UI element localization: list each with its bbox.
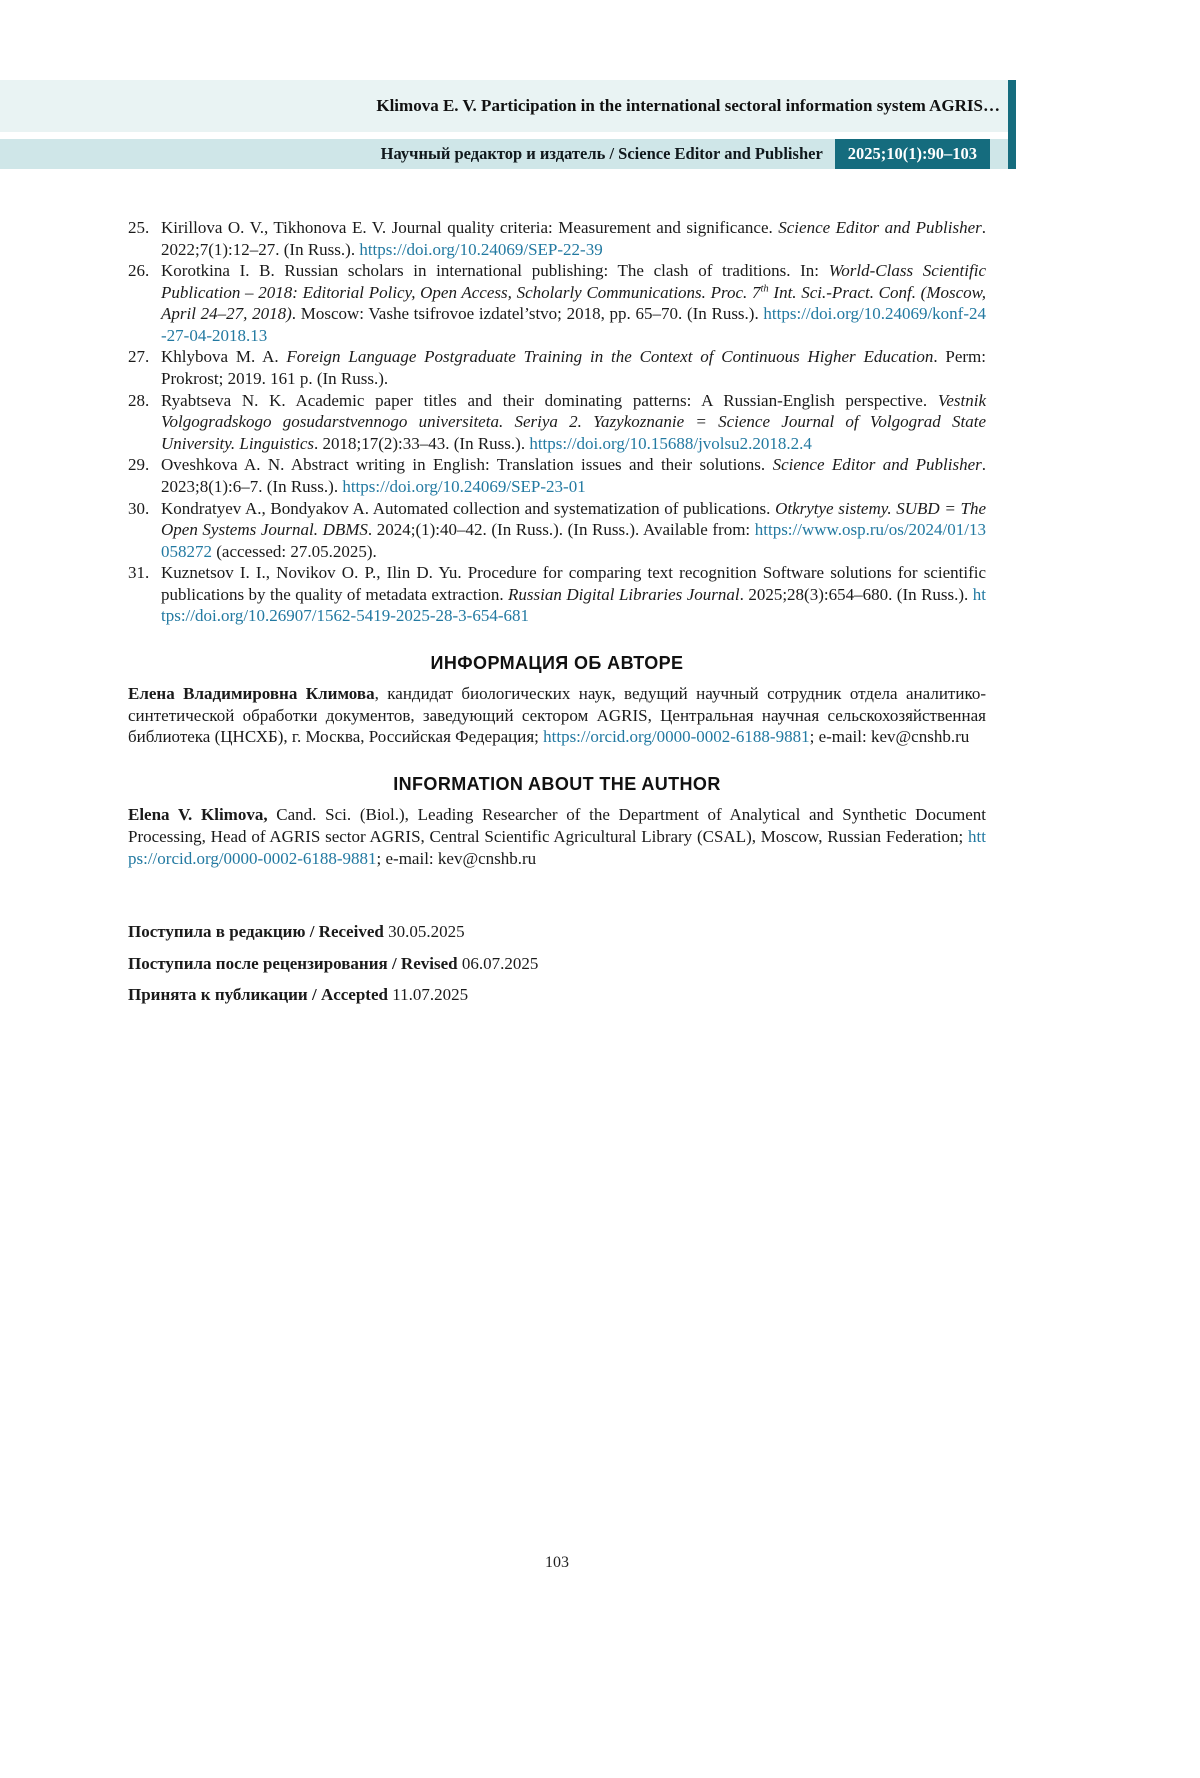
text-segment: Foreign Language Postgraduate Training in the Context of Continuous Higher Education — [286, 347, 934, 367]
text-segment: Kirillova O. V., Tikhonova E. V. Journal quality criteria: Measurement and significance. — [161, 218, 779, 237]
reference-item — [128, 346, 986, 389]
reference-list — [128, 217, 986, 627]
date-revised — [128, 953, 986, 975]
link[interactable]: https://www.osp.ru/os/2024/01/13058272 — [161, 520, 986, 561]
reference-item — [128, 562, 986, 627]
text-segment: Vestnik Volgogradskogo gosudarstvennogo universiteta. Seriya 2. Yazykoznanie = Science Journal of Volgograd State University. Linguistics — [161, 390, 986, 453]
reference-number: 27. — [128, 347, 150, 367]
text-segment: Поступила после рецензирования / Revised — [128, 953, 458, 973]
text-segment: . Moscow: Vashe tsifrovoe izdatel’stvo; 2018, pp. 65–70. (In Russ.). — [291, 304, 764, 324]
text-segment: Поступила в редакцию / Received — [128, 922, 384, 942]
text-segment: . 2025;28(3):654–680. (In Russ.). — [739, 584, 973, 604]
text-segment: World-Class Scientific Publication – 2018: Editorial Policy, Open Access, Scholarly Communications. Proc. 7 — [161, 261, 986, 302]
issue-badge: 2025;10(1):90–103 — [835, 139, 990, 169]
text-segment: . 2023;8(1):6–7. (In Russ.). — [161, 455, 986, 496]
link[interactable]: https://doi.org/10.24069/SEP-22-39 — [359, 239, 603, 259]
text-segment: Ryabtseva N. K. Academic paper titles and their dominating patterns: A Russian-English perspective. — [161, 390, 938, 410]
reference-number: 30. — [128, 498, 150, 518]
text-segment: Science Editor and Publisher — [778, 218, 982, 237]
text-segment: Oveshkova A. N. Abstract writing in English: Translation issues and their solutions. — [161, 455, 773, 475]
author-info-en — [128, 804, 986, 869]
reference-text — [161, 218, 986, 259]
text-segment: Otkrytye sistemy. SUBD = The Open Systems Journal. DBMS — [161, 498, 986, 540]
article-dates — [128, 921, 986, 1005]
text-segment: Khlybova M. A. — [161, 347, 287, 367]
text-segment: 30.05.2025 — [383, 922, 465, 942]
text-segment: Korotkina I. B. Russian scholars in international publishing: The clash of traditions. In: — [161, 261, 829, 281]
date-accepted — [128, 984, 986, 1006]
link[interactable]: https://doi.org/10.26907/1562-5419-2025-28-3-654-681 — [161, 584, 987, 626]
reference-item — [128, 454, 986, 497]
text-segment: Kuznetsov I. I., Novikov O. P., Ilin D. Yu. Procedure for comparing text recognition Software solutions for scientific publications by the quality of metadata extraction. — [161, 563, 986, 604]
reference-text — [161, 391, 986, 453]
text-segment: . 2018;17(2):33–43. (In Russ.). — [314, 433, 530, 453]
reference-text — [161, 261, 986, 345]
journal-title-band — [0, 139, 1016, 169]
text-segment: ; e-mail: kev@cnshb.ru — [376, 848, 537, 868]
reference-text — [161, 347, 986, 388]
reference-item — [128, 260, 986, 346]
journal-title: Научный редактор и издатель / Science Editor and Publisher — [380, 144, 823, 163]
text-segment: Elena V. Klimova, — [128, 805, 268, 825]
text-segment: Елена Владимировна Климова — [128, 683, 375, 703]
text-segment: ; e-mail: kev@cnshb.ru — [809, 727, 970, 747]
journal-page — [0, 80, 1200, 1778]
reference-number: 28. — [128, 390, 150, 410]
band-gap — [0, 132, 1016, 139]
text-segment: , кандидат биологических наук, ведущий научный сотрудник отдела аналитико-синтетической обработки документов, заведующий сектором AGRIS, Центральная научная сельскохозяйственная библиотека (ЦНСХБ), г. Москва, Российская Федерация; — [128, 683, 986, 747]
text-segment: 06.07.2025 — [457, 953, 539, 973]
link[interactable]: https://doi.org/10.15688/jvolsu2.2018.2.4 — [529, 433, 812, 453]
reference-number: 31. — [128, 563, 150, 583]
text-segment: 11.07.2025 — [387, 984, 469, 1004]
reference-number: 29. — [128, 455, 150, 475]
page-header — [0, 80, 1016, 169]
link[interactable]: https://doi.org/10.24069/konf-24-27-04-2018.13 — [161, 304, 986, 345]
author-info-ru — [128, 683, 986, 748]
text-segment: . Perm: Prokrost; 2019. 161 p. (In Russ.). — [161, 347, 987, 389]
text-segment: Science Editor and Publisher — [772, 455, 982, 475]
reference-text — [161, 563, 986, 625]
reference-item — [128, 390, 986, 455]
section-title-author-info-ru: ИНФОРМАЦИЯ ОБ АВТОРЕ — [430, 652, 684, 673]
reference-text — [161, 499, 986, 561]
text-segment: Kondratyev A., Bondyakov A. Automated collection and systematization of publications. — [161, 498, 776, 518]
text-segment: . 2024;(1):40–42. (In Russ.). (In Russ.). Available from: — [367, 520, 755, 540]
reference-number: 25. — [128, 218, 150, 237]
text-segment: Int. Sci.-Pract. Conf. (Moscow, April 24–27, 2018) — [161, 282, 986, 324]
header-accent-stripe — [1008, 80, 1016, 169]
running-head-band — [0, 80, 1016, 132]
reference-item — [128, 498, 986, 563]
text-segment: Принята к публикации / Accepted — [128, 984, 388, 1004]
text-segment: Cand. Sci. (Biol.), Leading Researcher of the Department of Analytical and Synthetic Document Processing, Head of AGRIS sector AGRIS, Central Scientific Agricultural Library (CSAL), Moscow, Russian Federation; — [128, 805, 986, 846]
link[interactable]: https://orcid.org/0000-0002-6188-9881 — [543, 727, 810, 747]
text-segment: th — [760, 283, 769, 295]
section-title-author-info-en: INFORMATION ABOUT THE AUTHOR — [393, 774, 721, 795]
page-content — [128, 217, 986, 1006]
reference-item — [128, 217, 986, 260]
link[interactable]: https://doi.org/10.24069/SEP-23-01 — [342, 476, 586, 496]
page-number: 103 — [545, 1554, 569, 1571]
text-segment: . 2022;7(1):12–27. (In Russ.). — [161, 218, 986, 259]
date-received — [128, 921, 986, 943]
link[interactable]: https://orcid.org/0000-0002-6188-9881 — [128, 826, 986, 868]
text-segment: Russian Digital Libraries Journal — [508, 584, 740, 604]
reference-number: 26. — [128, 261, 150, 281]
reference-text — [161, 455, 986, 496]
running-head: Klimova E. V. Participation in the international sectoral information system AGRIS… — [376, 96, 1000, 115]
text-segment: (accessed: 27.05.2025). — [212, 541, 377, 561]
